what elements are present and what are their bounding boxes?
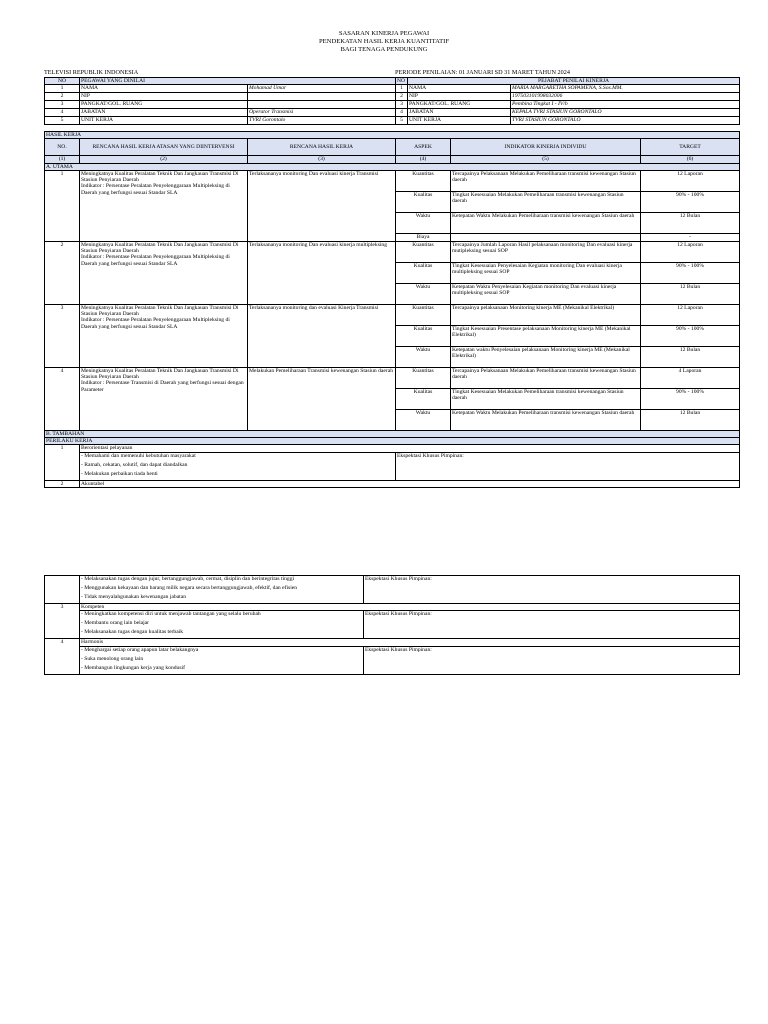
perilaku-item: - Menggunakan kekayaan dan barang milik negara secara bertanggungjawab, efektif, dan efisien xyxy=(81,585,298,591)
field-label: JABATAN xyxy=(80,109,248,117)
field-label: PANGKAT/GOL. RUANG xyxy=(408,101,511,109)
aspect: Kuantitas xyxy=(396,241,451,262)
target: 90% - 100% xyxy=(641,262,740,283)
column-number: (6) xyxy=(641,156,740,163)
field-label: NAMA xyxy=(80,85,248,93)
target: 12 Laporan xyxy=(641,241,740,262)
atasan-plan-line: Meningkatnya Kualitas Peralatan Teknik Dan Jangkauan Transmisi Di Stasiun Penyiaran Daerah xyxy=(81,304,239,318)
pegawai-value: TVRI Gorontalo xyxy=(248,117,396,125)
perilaku-name: Berorientasi pelayanan xyxy=(80,445,740,452)
field-label: NIP xyxy=(80,93,248,101)
hasil-kerja-row xyxy=(45,170,740,191)
target: 90% - 100% xyxy=(641,191,740,212)
section-row xyxy=(45,430,740,437)
perilaku-item: - Menghargai setiap orang apapun latar belakangnya xyxy=(81,646,199,653)
column-number: (1) xyxy=(45,156,80,163)
perilaku-name: Harmonis xyxy=(80,639,740,646)
row-number: 4 xyxy=(45,109,80,117)
target: 4 Laporan xyxy=(641,367,740,388)
perilaku-item: - Membangun lingkungan kerja yang kondusif xyxy=(81,664,185,671)
perilaku-name: Kompeten xyxy=(80,604,740,611)
atasan-plan-line: Meningkatnya Kualitas Peralatan Teknik Dan Jangkauan Transmisi Di Stasiun Penyiaran Daerah xyxy=(81,241,239,255)
row-number: 1 xyxy=(45,170,80,241)
field-label: JABATAN xyxy=(408,109,511,117)
atasan-plan-line: Indikator : Persentase Peralatan Penyelenggaraan Multipleksing di Daerah yang berfungsi sesuai Standar SLA xyxy=(81,254,230,267)
aspect: Kualitas xyxy=(396,325,451,346)
section-title-hasil-kerja: HASIL KERJA xyxy=(45,132,740,139)
row-number: 4 xyxy=(396,109,408,117)
field-label: NAMA xyxy=(408,85,511,93)
section-title-utama: A. UTAMA xyxy=(45,163,740,170)
column-number: (4) xyxy=(396,156,451,163)
aspect: Kualitas xyxy=(396,191,451,212)
perilaku-items-row xyxy=(45,646,740,674)
perilaku-items-row xyxy=(45,611,740,639)
row-number: 4 xyxy=(45,367,80,430)
aspect: Biaya xyxy=(396,233,451,241)
atasan-plan xyxy=(80,170,248,241)
aspect: Waktu xyxy=(396,283,451,304)
rencana-hasil-kerja: Terlaksananya monitoring Dan evaluasi kinerja Transmisi xyxy=(248,170,396,241)
atasan-plan xyxy=(80,367,248,430)
aspect: Waktu xyxy=(396,212,451,233)
aspect: Kuantitas xyxy=(396,367,451,388)
perilaku-item: - Tidak menyalahgunakan kewenangan jabatan xyxy=(81,594,187,600)
indikator-kinerja: Tercapainya pelaksanaan Monitoring kinerja ME (Mekanikal Elektrikal) xyxy=(451,304,641,325)
row-number: 4 xyxy=(45,639,80,674)
hasil-kerja-row xyxy=(45,241,740,262)
atasan-plan-line: Indikator : Persentase Peralatan Penyelenggaraan Multipleksing di Daerah yang berfungsi sesuai Standar SLA xyxy=(81,317,230,330)
aspect: Waktu xyxy=(396,346,451,367)
perilaku-item: - Suka menolong orang lain xyxy=(81,655,144,662)
perilaku-name-row xyxy=(45,604,740,611)
pejabat-value: Pembina Tingkat I - IV/b xyxy=(511,101,740,109)
indikator-kinerja: Ketepatan Waktu Penyelesaian Kegiatan monitoring Dan evaluasi kinerja multipleksing sesuai SOP xyxy=(451,283,641,304)
ekspektasi-pimpinan: Ekspektasi Khusus Pimpinan: xyxy=(364,611,740,639)
pejabat-value: MARIA MARGARETHA SOPAMENA, S.Sos.MM. xyxy=(511,85,740,93)
row-number: 2 xyxy=(45,241,80,304)
column-number: (3) xyxy=(248,156,396,163)
perilaku-item: - Melaksanakan tugas dengan jujur, bertanggungjawab, cermat, disiplin dan berintegritas tinggi xyxy=(81,576,295,582)
perilaku-item: - Meningkatkan kompetensi diri untuk menjawab tantangan yang selalu berubah xyxy=(81,611,261,618)
row-number xyxy=(45,576,80,604)
perilaku-items xyxy=(80,452,396,480)
ekspektasi-pimpinan: Ekspektasi Khusus Pimpinan: xyxy=(396,452,740,480)
row-number: 5 xyxy=(45,117,80,125)
row-number: 1 xyxy=(45,445,80,480)
document-header xyxy=(0,30,768,55)
indikator-kinerja: Tercapainya Jumlah Laporan Hasil pelaksanaan monitoring Dan evaluasi kinerja mutipleksing sesuai SOP xyxy=(451,241,641,262)
target: 12 Laporan xyxy=(641,170,740,191)
indikator-kinerja: Ketepatan waktu Penyelesaian pelaksanaan Monitoring kinerja ME (Mekanikal Elektrikal) xyxy=(451,346,641,367)
hasil-kerja-row xyxy=(45,304,740,325)
row-number: 5 xyxy=(396,117,408,125)
perilaku-items-row xyxy=(45,452,740,480)
perilaku-item: - Melaksanakan tugas dengan kualitas terbaik xyxy=(81,629,184,636)
header-subtitle-2: BAGI TENAGA PENDUKUNG xyxy=(340,46,428,54)
rencana-hasil-kerja: Terlaksananya monitoring Dan evaluasi kinerja multipleksing xyxy=(248,241,396,304)
pegawai-value xyxy=(248,93,396,101)
perilaku-kerja-table-continued xyxy=(44,575,740,675)
column-header-row xyxy=(45,139,740,156)
target: 12 Bulan xyxy=(641,409,740,430)
indikator-kinerja: Tercapainya Pelaksanaan Melakukan Pemeliharaan transmisi kewenangan Stasiun daerah xyxy=(451,367,641,388)
column-number: (2) xyxy=(80,156,248,163)
pegawai-header: PEGAWAI YANG DINILAI xyxy=(80,78,396,85)
perilaku-items-row xyxy=(45,576,740,604)
target: 12 Bulan xyxy=(641,283,740,304)
pegawai-value: Mohamad Umar xyxy=(248,85,396,93)
row-number: 1 xyxy=(45,85,80,93)
column-header: RENCANA HASIL KERJA xyxy=(248,139,396,156)
row-number: 2 xyxy=(45,93,80,101)
perilaku-name-row xyxy=(45,639,740,646)
aspect: Kualitas xyxy=(396,388,451,409)
no-header: NO xyxy=(396,78,408,85)
ekspektasi-pimpinan: Ekspektasi Khusus Pimpinan: xyxy=(364,576,740,604)
atasan-plan-line: Indikator : Persentase Transmisi di Daerah yang berfungsi sesuai dengan Parameter xyxy=(81,380,244,393)
target: 12 Laporan xyxy=(641,304,740,325)
row-number: 3 xyxy=(396,101,408,109)
rencana-hasil-kerja: Terlaksananya monitoring dan evaluasi Kinerja Transmisi xyxy=(248,304,396,367)
hasil-kerja-row xyxy=(45,367,740,388)
indikator-kinerja xyxy=(451,233,641,241)
atasan-plan-line: Meningkatnya Kualitas Peralatan Teknik Dan Jangkauan Transmisi Di Stasiun Penyiaran Daerah xyxy=(81,170,239,184)
section-row xyxy=(45,438,740,445)
perilaku-item: - Melakukan perbaikan tiada henti xyxy=(81,470,158,477)
aspect: Kualitas xyxy=(396,262,451,283)
perilaku-item: - Ramah, cekatan, solutif, dan dapat diandalkan xyxy=(81,461,188,468)
row-number: 1 xyxy=(396,85,408,93)
perilaku-items xyxy=(80,646,364,674)
organization-name: TELEVISI REPUBLIK INDONESIA xyxy=(44,69,139,76)
hasil-kerja-table xyxy=(44,131,740,488)
target: 90% - 100% xyxy=(641,388,740,409)
row-number: 2 xyxy=(396,93,408,101)
column-header: NO. xyxy=(45,139,80,156)
perilaku-name: Akuntabel xyxy=(80,480,740,487)
header-title: SASARAN KINERJA PEGAWAI xyxy=(338,30,430,37)
section-row xyxy=(45,163,740,170)
atasan-plan xyxy=(80,241,248,304)
field-label: PANGKAT/GOL. RUANG xyxy=(80,101,248,109)
ekspektasi-pimpinan: Ekspektasi Khusus Pimpinan: xyxy=(364,646,740,674)
header-subtitle: PENDEKATAN HASIL KERJA KUANTITATIF xyxy=(318,38,450,46)
row-number: 3 xyxy=(45,304,80,367)
indikator-kinerja: Ketepatan Waktu Melakukan Pemeliharaan transmisi kewenangan Stasiun daerah xyxy=(451,409,641,430)
perilaku-name-row xyxy=(45,480,740,487)
identity-row xyxy=(45,101,740,109)
aspect: Waktu xyxy=(396,409,451,430)
identity-row xyxy=(45,85,740,93)
row-number: 2 xyxy=(45,480,80,487)
indikator-kinerja: Tercapainya Pelaksanaan Melakukan Pemeliharaan transmisi kewenangan Stasiun daerah xyxy=(451,170,641,191)
field-label: NIP xyxy=(408,93,511,101)
section-title-perilaku-kerja: PERILAKU KERJA xyxy=(45,438,740,445)
column-header: RENCANA HASIL KERJA ATASAN YANG DIINTERVENSI xyxy=(80,139,248,156)
target: - xyxy=(641,233,740,241)
pejabat-value: KEPALA TVRI STASIUN GORONTALO xyxy=(511,109,740,117)
section-title-tambahan: B. TAMBAHAN xyxy=(45,430,740,437)
perilaku-items xyxy=(80,611,364,639)
section-row xyxy=(45,132,740,139)
indikator-kinerja: Ketepatan Waktu Melakukan Pemeliharaan transmisi kewenangan Stasiun daerah xyxy=(451,212,641,233)
column-header: ASPEK xyxy=(396,139,451,156)
target: 12 Bulan xyxy=(641,346,740,367)
aspect: Kuantitas xyxy=(396,170,451,191)
target: 12 Bulan xyxy=(641,212,740,233)
rencana-hasil-kerja: Melakukan Pemeliharaan Transmisi kewenangan Stasiun daerah xyxy=(248,367,396,430)
pejabat-value: 197503101998032006 xyxy=(511,93,740,101)
pegawai-value: Operator Transmisi xyxy=(248,109,396,117)
perilaku-name-row xyxy=(45,445,740,452)
indikator-kinerja: Tingkat Kesesuaian Melakukan Pemeliharaan transmisi kewenangan Stasiun daerah xyxy=(451,388,641,409)
row-number: 3 xyxy=(45,101,80,109)
column-header: TARGET xyxy=(641,139,740,156)
pejabat-value: TVRI STASIUN GORONTALO xyxy=(511,117,740,125)
pegawai-value xyxy=(248,101,396,109)
row-number: 3 xyxy=(45,604,80,639)
target: 90% - 100% xyxy=(641,325,740,346)
identity-table xyxy=(44,77,740,125)
identity-row xyxy=(45,117,740,125)
column-number-row xyxy=(45,156,740,163)
no-header: NO xyxy=(45,78,80,85)
assessment-period: PERIODE PENILAIAN: 01 JANUARI SD 31 MARET TAHUN 2024 xyxy=(395,69,570,76)
indikator-kinerja: Tingkat Kesesuaian Presentase pelaksanaan Monitoring kinerja ME (Mekanikal Elektrikal) xyxy=(451,325,641,346)
identity-header-row xyxy=(45,78,740,85)
perilaku-items xyxy=(80,576,364,604)
perilaku-item: - Membantu orang lain belajar xyxy=(81,620,150,627)
identity-row xyxy=(45,109,740,117)
atasan-plan-line: Indikator : Persentase Peralatan Penyelenggaraan Multipleksing di Daerah yang berfungsi sesuai Standar SLA xyxy=(81,183,230,196)
field-label: UNIT KERJA xyxy=(408,117,511,125)
indikator-kinerja: Tingkat Kesesuaian Penyelesaian Kegiatan monitoring Dan evaluasi kinerja multipleksing sesuai SOP xyxy=(451,262,641,283)
column-number: (5) xyxy=(451,156,641,163)
atasan-plan-line: Meningkatnya Kualitas Peralatan Teknik Dan Jangkauan Transmisi Di Stasiun Penyiaran Daerah xyxy=(81,367,239,381)
atasan-plan xyxy=(80,304,248,367)
field-label: UNIT KERJA xyxy=(80,117,248,125)
indikator-kinerja: Tingkat Kesesuaian Melakukan Pemeliharaan transmisi kewenangan Stasiun daerah xyxy=(451,191,641,212)
identity-row xyxy=(45,93,740,101)
perilaku-item: - Memahami dan memenuhi kebutuhan masyarakat xyxy=(81,452,196,459)
pejabat-header: PEJABAT PENILAI KINERJA xyxy=(408,78,740,85)
aspect: Kuantitas xyxy=(396,304,451,325)
column-header: INDIKATOR KINERJA INDIVIDU xyxy=(451,139,641,156)
